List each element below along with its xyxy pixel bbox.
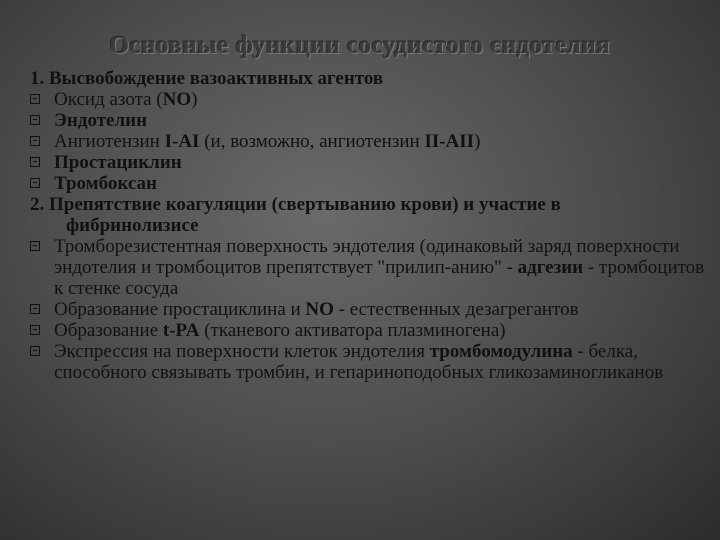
item-text: Образование [54, 320, 163, 341]
item-text: Образование простациклина и [54, 299, 306, 320]
item-text: ) [474, 131, 481, 152]
item-text: Ангиотензин [54, 131, 165, 152]
item-bold: тромбомодулина [429, 341, 573, 362]
section1-heading-text: 1. Высвобождение вазоактивных агентов [30, 68, 384, 89]
section1-heading [30, 68, 706, 89]
item-bold: NO [305, 299, 334, 320]
section2-heading-line: 2. Препятствие коагуляции (свертыванию крови) и участие в [30, 194, 561, 215]
list-item [30, 173, 706, 194]
checkbox-bullet-icon [30, 304, 40, 314]
item-text: (и, возможно, ангиотензин [199, 131, 425, 152]
item-text: - белка, способного связывать тромбин, и гепариноподобных гликозаминогликанов [54, 341, 664, 383]
item-text: ) [191, 89, 198, 110]
list-item [30, 341, 706, 383]
item-bold: I-AI [164, 131, 200, 152]
slide-content [30, 68, 706, 383]
item-text: Экспрессия на поверхности клеток эндотелия [54, 341, 430, 362]
checkbox-bullet-icon [30, 346, 40, 356]
checkbox-bullet-icon [30, 241, 40, 251]
list-item [30, 236, 706, 299]
list-item [30, 110, 706, 131]
item-bold: Тромбоксан [54, 173, 157, 194]
item-bold: II-AII [424, 131, 475, 152]
item-text: - естественных дезагрегантов [333, 299, 579, 320]
item-text: (тканевого активатора плазминогена) [199, 320, 506, 341]
item-bold: NO [162, 89, 192, 110]
checkbox-bullet-icon [30, 325, 40, 335]
checkbox-bullet-icon [30, 136, 40, 146]
list-item [30, 152, 706, 173]
item-text: Оксид азота ( [54, 89, 163, 110]
item-bold: адгезии [517, 257, 584, 278]
section2-heading-line: фибринолизисе [66, 215, 199, 236]
checkbox-bullet-icon [30, 94, 40, 104]
item-text: - тромбоцитов к стенке сосуда [54, 257, 705, 299]
checkbox-bullet-icon [30, 157, 40, 167]
slide-title: Основные функции сосудистого єндотелия [109, 32, 611, 59]
checkbox-bullet-icon [30, 178, 40, 188]
list-item [30, 131, 706, 152]
list-item [30, 89, 706, 110]
checkbox-bullet-icon [30, 115, 40, 125]
item-bold: Простациклин [54, 152, 182, 173]
list-item [30, 320, 706, 341]
list-item [30, 299, 706, 320]
item-bold: t-PA [162, 320, 200, 341]
item-text: Тромборезистентная поверхность эндотелия (одинаковый заряд поверхности эндотелия и тромбоцитов препятствует "прилип-анию" - [54, 236, 680, 278]
section2-heading [30, 194, 706, 236]
item-bold: Эндотелин [54, 110, 148, 131]
